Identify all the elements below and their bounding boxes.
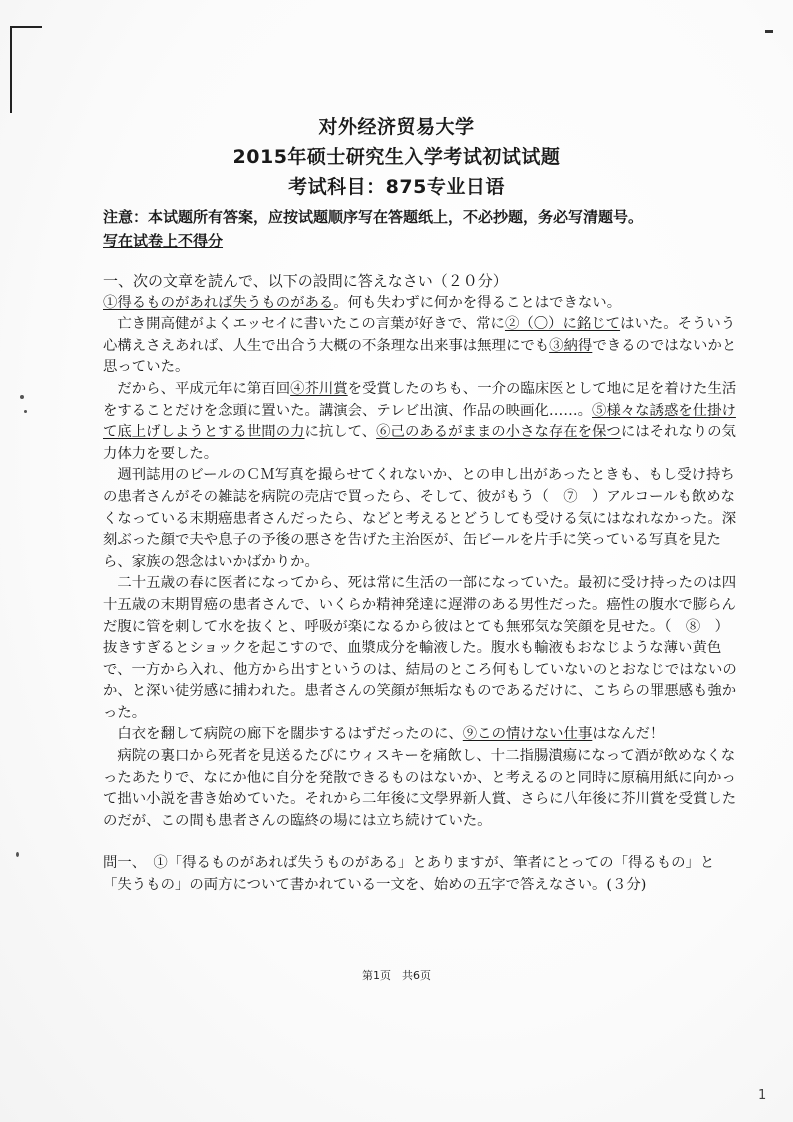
underlined-phrase-1: ①得るものがあれば失うものがある: [103, 294, 334, 311]
paragraph-text: を受賞したのちも、一介の臨床医として地に足を着けた生活をすることだけを念頭に置いた。講演会、テレビ出演、作品の映画化……。: [103, 380, 737, 419]
paragraph-text: 亡き開高健がよくエッセイに書いたこの言葉が好きで、常に: [117, 316, 505, 333]
paragraph-text: にはそれなりの気力体力を要した。: [103, 424, 736, 462]
paragraph-text: 。何も失わずに何かを得ることはできない。: [333, 294, 622, 311]
underlined-phrase-3: ③納得: [549, 337, 593, 354]
underlined-phrase-4: ④芥川賞: [290, 380, 348, 397]
paragraph-text: 白衣を翻して病院の廊下を闊歩するはずだったのに、: [117, 726, 463, 743]
university-name: 对外经济贸易大学: [318, 116, 475, 138]
question-1: 問一、 ①「得るものがあれば失うものがある」とありますが、筆者にとっての「得るもの」と「失うもの」の両方について書かれている一文を、始めの五字で答えなさい。(３分): [103, 855, 715, 894]
paragraph-2: [103, 314, 743, 379]
paragraph-7: 病院の裏口から死者を見送るたびにウィスキーを痛飲し、十二指腸潰瘍になって酒が飲めなくなったあたりで、なにか他に自分を発散できるものはないか、と考えるのと同時に原稿用紙に向かって拙い小説を書き始めていた。それから二年後に文學界新人賞、さらに八年後に芥川賞を受賞したのだが、この間も患者さんの臨終の場には立ち続けていた。: [103, 748, 737, 829]
scan-corner-mark: [10, 26, 42, 113]
exam-title: 2015年硕士研究生入学考试初试试题: [232, 146, 561, 168]
scan-speck: [24, 410, 27, 413]
scan-edge-dash: [765, 30, 773, 33]
page-footer: 第1页 共6页: [362, 969, 431, 982]
notice-underlined: 写在试卷上不得分: [103, 232, 224, 250]
section-heading: 一、次の文章を読んで、以下の設問に答えなさい（２０分）: [103, 272, 508, 290]
paragraph-3: [103, 379, 743, 465]
paragraph-6: [103, 724, 743, 746]
underlined-phrase-9: ⑨この情けない仕事: [462, 726, 593, 743]
paragraph-5: 二十五歳の春に医者になってから、死は常に生活の一部になっていた。最初に受け持ったのは四十五歳の末期胃癌の患者さんで、いくらか精神発達に遅滞のある男性だった。癌性の腹水で膨らんだ腹に管を刺して水を抜くと、呼吸が楽になるから彼はとても無邪気な笑顔を見せた。（ ⑧ ）抜きすぎるとショックを起こすので、血漿成分を輸液した。腹水も輸液もおなじような薄い黄色で、一方から入れ、他方から出すというのは、結局のところ何もしていないのとおなじではないのか、と深い徒労感に捕われた。患者さんの笑顔が無垢なものであるだけに、こちらの罪悪感も強かった。: [103, 575, 737, 721]
spacer: [103, 832, 743, 853]
paragraph-text: に抗して、: [304, 424, 377, 441]
underlined-phrase-5: ⑤様々な誘惑を仕掛けて底上げしようとする世間の力: [103, 402, 736, 441]
exam-notice: [103, 205, 743, 253]
paragraph-text: はいた。そういう心構えさえあれば、人生で出合う大概の不条理な出来事は無理にでも: [103, 316, 736, 354]
exam-header: [0, 112, 793, 202]
underlined-phrase-2: ②（〇）に銘じて: [504, 316, 621, 333]
margin-page-mark: 1: [758, 1088, 767, 1103]
paragraph-text: はなんだ！: [592, 726, 665, 743]
scan-speck: [20, 395, 24, 399]
paragraph-text: できるのではないかと思っていた。: [103, 337, 737, 376]
scan-speck: [16, 852, 19, 857]
notice-text: 注意：本试题所有答案，应按试题顺序写在答题纸上，不必抄题，务必写清题号。: [103, 208, 644, 226]
paragraph-1: [103, 293, 743, 315]
underlined-phrase-6: ⑥己のあるがままの小さな存在を保つ: [376, 424, 621, 441]
paragraph-text: だから、平成元年に第百回: [117, 380, 291, 397]
exam-subject: 考试科目：875专业日语: [288, 176, 505, 198]
paragraph-4: 週刊誌用のビールのＣＭ写真を撮らせてくれないか、との申し出があったときも、もし受け持ちの患者さんがその雑誌を病院の売店で買ったら、そして、彼がもう（ ⑦ ）アルコールも飲めなくなっている末期癌患者さんだったら、などと考えるとどうしても受ける気にはなれなかった。深刻ぶった顔で夫や息子の予後の悪さを告げた主治医が、缶ビールを片手に笑っている写真を見たら、家族の怨念はいかばかりか。: [103, 467, 737, 570]
section-1: [103, 271, 743, 897]
